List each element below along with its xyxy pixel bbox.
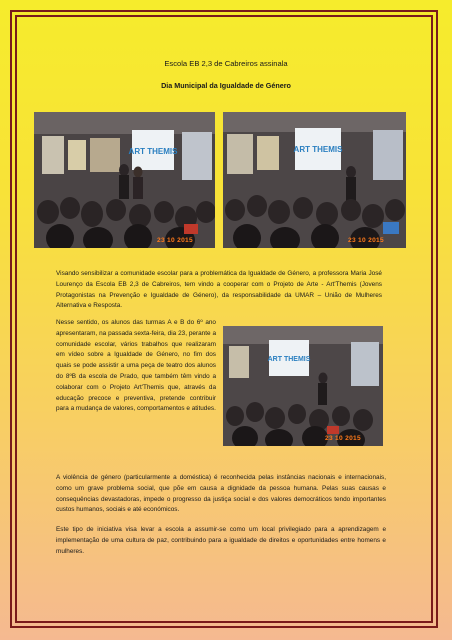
event-photo-1 [34, 112, 215, 248]
paragraph-intro: Visando sensibilizar a comunidade escolar para a problemática da Igualdade de Género, a professora Maria José Lourenço da Escola EB 2,3 de Cabreiros, tem vindo a cooperar com o Projeto de Arte - Art'Themis (Jovens Protagonistas na Prevenção e Igualdade de Género), da responsabilidade da UMAR – União de Mulheres Alternativa e Resposta. [56, 270, 382, 310]
paragraph-event-description: Nesse sentido, os alunos das turmas A e B do 6º ano apresentaram, na passada sexta-feira, dia 23, perante a comunidade escolar, vários trabalhos que realizaram em vídeo sobre a Igualdade de Género, no fim dos quais se pode assistir a uma peça de teatro dos alunos do 8ºB da escola de Prado, que também têm vindo a colaborar com o Projeto Art'Themis que, através da educação precoce e preventiva, pretende contribuir para a mudança de valores, comportamentos e atitudes. [56, 319, 216, 413]
photo-2-scene [223, 112, 406, 248]
event-photo-2 [223, 112, 406, 248]
heading-school: Escola EB 2,3 de Cabreiros assinala [164, 59, 288, 68]
photo-1-screen-text: ART THEMIS [128, 147, 178, 156]
photo-2-screen-text: ART THEMIS [293, 145, 343, 154]
heading-event-title: Dia Municipal da Igualdade de Género [161, 81, 291, 90]
photo-2-date-stamp: 23 10 2015 [347, 237, 384, 244]
event-photo-3 [223, 326, 383, 446]
photo-3-scene [223, 326, 383, 446]
photo-3-screen-text: ART THEMIS [267, 356, 311, 363]
paragraph-gender-violence: A violência de género (particularmente a doméstica) é reconhecida pelas instâncias nacionais e internacionais, como um grave problema social, que põe em causa a dignidade da pessoa humana. Pelas suas causas e consequências devastadoras, impede o progresso da justiça social e dos valores democráticos tendo importantes custos humanos, sociais e até económicos. [56, 474, 386, 514]
photo-3-date-stamp: 23 10 2015 [324, 435, 361, 442]
photo-1-scene [34, 112, 215, 248]
paragraph-conclusion: Este tipo de iniciativa visa levar a escola a assumir-se como um local privilegiado para a aprendizagem e implementação de uma cultura de paz, contribuindo para a igualdade de direitos e oportunidades entre homens e mulheres. [56, 526, 386, 555]
photo-1-date-stamp: 23 10 2015 [156, 237, 193, 244]
